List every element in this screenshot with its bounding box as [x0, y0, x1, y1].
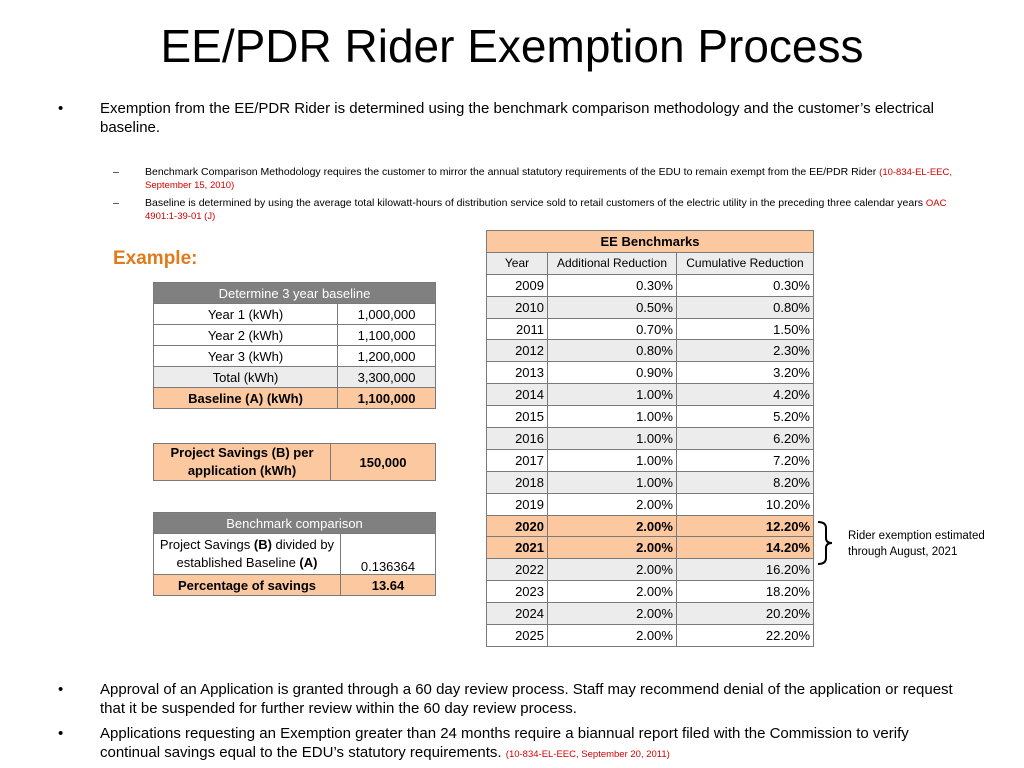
ee-row: [487, 603, 814, 625]
ee-additional-cell: 1.00%: [548, 384, 677, 406]
subbullet-body: Benchmark Comparison Methodology requires the customer to mirror the annual statutory requirements of the EDU to remain exempt from the EE/PDR Rider: [145, 166, 880, 178]
ee-cumulative-cell: 20.20%: [676, 603, 813, 625]
ee-row: [487, 471, 814, 493]
baseline-result-value: 1,100,000: [338, 388, 436, 409]
ee-year-cell: 2009: [487, 274, 548, 296]
compare-result-label: Percentage of savings: [154, 575, 341, 596]
baseline-row-value: 1,000,000: [338, 304, 436, 325]
ee-cumulative-cell: 3.20%: [676, 362, 813, 384]
subbullet-text: [145, 197, 963, 223]
ee-col-cumulative: Cumulative Reduction: [676, 252, 813, 274]
ee-cumulative-cell: 14.20%: [676, 537, 813, 559]
ee-title: EE Benchmarks: [487, 231, 814, 253]
ee-row: [487, 340, 814, 362]
ee-additional-cell: 1.00%: [548, 471, 677, 493]
bullet-body: Applications requesting an Exemption greater than 24 months require a biannual report filed with the Commission to verify continual savings equal to the EDU’s statutory requirements.: [100, 725, 909, 761]
bullet-approval: [58, 680, 968, 718]
slide-title: EE/PDR Rider Exemption Process: [160, 20, 864, 72]
ee-row: [487, 449, 814, 471]
baseline-row-value: 3,300,000: [338, 367, 436, 388]
ee-year-cell: 2023: [487, 581, 548, 603]
ee-row: [487, 362, 814, 384]
ee-col-year: Year: [487, 252, 548, 274]
ee-row: [487, 384, 814, 406]
exemption-note: Rider exemption estimated through August, 2021: [848, 530, 985, 558]
ee-year-cell: 2021: [487, 537, 548, 559]
ee-cumulative-cell: 5.20%: [676, 406, 813, 428]
ee-row: [487, 406, 814, 428]
baseline-result-label: Baseline (A) (kWh): [154, 388, 338, 409]
ee-row: [487, 581, 814, 603]
ee-cumulative-cell: 18.20%: [676, 581, 813, 603]
ee-additional-cell: 2.00%: [548, 559, 677, 581]
ee-row: [487, 428, 814, 450]
bullet-applications: [58, 724, 968, 764]
bullet-marker: •: [58, 725, 64, 742]
baseline-row-value: 1,200,000: [338, 346, 436, 367]
ee-cumulative-cell: 1.50%: [676, 318, 813, 340]
compare-text: Project Savings: [159, 537, 254, 552]
ee-cumulative-cell: 12.20%: [676, 515, 813, 537]
compare-row-label: [154, 534, 341, 575]
compare-b: (B): [253, 537, 272, 552]
ee-additional-cell: 2.00%: [548, 603, 677, 625]
bullet-text: Approval of an Application is granted through a 60 day review process. Staff may recommend denial of the application or request that it be suspended for further review within the 60 day review process.: [100, 681, 953, 717]
ee-additional-cell: 2.00%: [548, 493, 677, 515]
dash-marker: –: [113, 166, 119, 178]
compare-header: Benchmark comparison: [154, 513, 436, 534]
ee-additional-cell: 1.00%: [548, 428, 677, 450]
ee-additional-cell: 1.00%: [548, 406, 677, 428]
ee-year-cell: 2018: [487, 471, 548, 493]
subbullet-baseline: [113, 197, 963, 223]
ee-cumulative-cell: 8.20%: [676, 471, 813, 493]
ee-year-cell: 2022: [487, 559, 548, 581]
citation-ref: (10-834-EL-EEC, September 20, 2011): [505, 749, 670, 760]
ee-cumulative-cell: 7.20%: [676, 449, 813, 471]
example-label: Example:: [113, 248, 198, 269]
ee-row: [487, 493, 814, 515]
ee-row: [487, 296, 814, 318]
ee-row: [487, 625, 814, 647]
ee-col-additional: Additional Reduction: [548, 252, 677, 274]
ee-year-cell: 2015: [487, 406, 548, 428]
ee-cumulative-cell: 0.80%: [676, 296, 813, 318]
dash-marker: –: [113, 197, 119, 209]
baseline-row-label: Year 1 (kWh): [154, 304, 338, 325]
ee-year-cell: 2020: [487, 515, 548, 537]
ee-additional-cell: 0.80%: [548, 340, 677, 362]
subbullet-body: Baseline is determined by using the average total kilowatt-hours of distribution service sold to retail customers of the electric utility in the preceding three calendar years: [145, 197, 926, 209]
savings-value: 150,000: [331, 444, 436, 481]
savings-label: Project Savings (B) per application (kWh): [154, 444, 331, 481]
baseline-row-value: 1,100,000: [338, 325, 436, 346]
ee-cumulative-cell: 2.30%: [676, 340, 813, 362]
ee-year-cell: 2024: [487, 603, 548, 625]
ee-body: [487, 274, 814, 646]
baseline-row-label: Year 3 (kWh): [154, 346, 338, 367]
subbullet-text: [145, 166, 963, 192]
citation-ref: (10-834-EL-EEC, September 15, 2010): [145, 167, 953, 191]
ee-year-cell: 2025: [487, 625, 548, 647]
ee-year-cell: 2011: [487, 318, 548, 340]
baseline-header: Determine 3 year baseline: [154, 283, 436, 304]
ee-additional-cell: 0.50%: [548, 296, 677, 318]
brace-icon: [816, 520, 838, 566]
compare-table: [153, 512, 436, 596]
ee-cumulative-cell: 16.20%: [676, 559, 813, 581]
compare-text: divided by established Baseline: [176, 537, 335, 570]
bullet-marker: •: [58, 681, 64, 698]
bullet-marker: •: [58, 100, 64, 117]
ee-row: [487, 559, 814, 581]
ee-additional-cell: 1.00%: [548, 449, 677, 471]
subbullet-benchmark: [113, 166, 963, 192]
citation-ref: OAC 4901:1-39-01 (J): [145, 198, 947, 222]
compare-row-value: 0.136364: [341, 534, 436, 575]
ee-cumulative-cell: 10.20%: [676, 493, 813, 515]
ee-cumulative-cell: 6.20%: [676, 428, 813, 450]
ee-additional-cell: 2.00%: [548, 625, 677, 647]
ee-row: [487, 537, 814, 559]
ee-benchmarks-table: [486, 230, 814, 647]
compare-result-value: 13.64: [341, 575, 436, 596]
ee-year-cell: 2019: [487, 493, 548, 515]
bullet-exemption: [58, 99, 968, 137]
ee-additional-cell: 2.00%: [548, 537, 677, 559]
ee-row: [487, 318, 814, 340]
ee-year-cell: 2016: [487, 428, 548, 450]
compare-a: (A): [299, 555, 318, 570]
ee-row: [487, 274, 814, 296]
ee-year-cell: 2012: [487, 340, 548, 362]
baseline-row-label: Year 2 (kWh): [154, 325, 338, 346]
baseline-row-label: Total (kWh): [154, 367, 338, 388]
ee-additional-cell: 0.90%: [548, 362, 677, 384]
ee-row: [487, 515, 814, 537]
ee-cumulative-cell: 22.20%: [676, 625, 813, 647]
ee-year-cell: 2013: [487, 362, 548, 384]
ee-year-cell: 2014: [487, 384, 548, 406]
ee-cumulative-cell: 0.30%: [676, 274, 813, 296]
ee-year-cell: 2017: [487, 449, 548, 471]
savings-table: [153, 443, 436, 481]
ee-year-cell: 2010: [487, 296, 548, 318]
ee-additional-cell: 0.70%: [548, 318, 677, 340]
bullet-text: Exemption from the EE/PDR Rider is determined using the benchmark comparison methodology and the customer’s electrical baseline.: [100, 100, 935, 136]
bullet-text: [100, 724, 968, 764]
ee-additional-cell: 0.30%: [548, 274, 677, 296]
baseline-table: [153, 282, 436, 409]
ee-cumulative-cell: 4.20%: [676, 384, 813, 406]
ee-additional-cell: 2.00%: [548, 581, 677, 603]
ee-additional-cell: 2.00%: [548, 515, 677, 537]
